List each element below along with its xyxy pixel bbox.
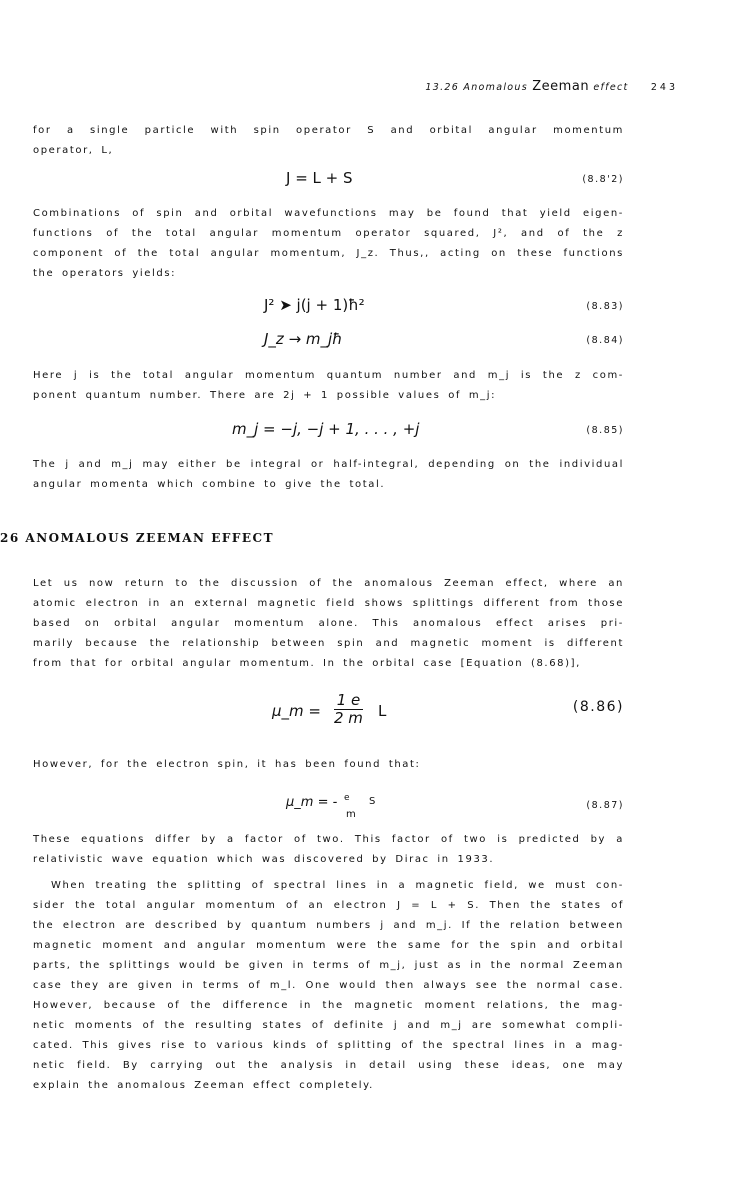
text-line: The j and m_j may either be integral or half-integral, depending on the individual	[33, 459, 624, 470]
text-line: relativistic wave equation which was discovered by Dirac in 1933.	[33, 854, 495, 865]
text-line: magnetic moment and angular momentum were the same for the spin and orbital	[33, 940, 624, 951]
text-line: cated. This gives rise to various kinds of splitting of the spectral lines in a mag-	[33, 1040, 624, 1051]
equation-body: J_z → m_jħ	[264, 330, 343, 348]
equation-number: (8.84)	[586, 335, 624, 346]
header-section-suffix: effect	[593, 82, 629, 93]
equation-8-83	[0, 296, 746, 320]
equation-rhs: L	[378, 702, 387, 720]
text-line: Combinations of spin and orbital wavefunctions may be found that yield eigen-	[33, 208, 624, 219]
page-number: 243	[650, 82, 678, 93]
text-line: component of the total angular momentum, J_z. Thus,, acting on these functions	[33, 248, 624, 259]
equation-8-82	[0, 169, 746, 193]
text-line: the electron are described by quantum numbers j and m_j. If the relation between	[33, 920, 624, 931]
text-line: When treating the splitting of spectral lines in a magnetic field, we must con-	[51, 880, 624, 891]
paragraph-anomalous	[33, 574, 624, 674]
text-line: explain the anomalous Zeeman effect completely.	[33, 1080, 374, 1091]
text-line: operator, L,	[33, 145, 114, 156]
paragraph-combinations	[33, 204, 624, 284]
text-line: However, because of the difference in the magnetic moment relations, the mag-	[33, 1000, 624, 1011]
equation-number: (8.8'2)	[582, 174, 624, 185]
fraction-numerator: 1 e	[334, 692, 363, 710]
equation-body: J = L + S	[286, 169, 353, 187]
paragraph-intro	[33, 121, 624, 161]
header-section-prefix: 13.26 Anomalous	[425, 82, 528, 93]
running-header	[425, 79, 678, 94]
equation-8-87	[0, 795, 746, 831]
paragraph-integral	[33, 455, 624, 495]
section-heading: 26 ANOMALOUS ZEEMAN EFFECT	[0, 531, 275, 545]
text-line: netic moments of the resulting states of definite j and m_j are somewhat compli-	[33, 1020, 624, 1031]
text-line: netic field. By carrying out the analysis in detail using these ideas, one may	[33, 1060, 624, 1071]
fraction-denominator: 2 m	[334, 709, 363, 727]
paragraph-factor-two	[33, 830, 624, 870]
equation-mid: e	[344, 793, 350, 803]
equation-number: (8.83)	[586, 301, 624, 312]
text-line: based on orbital angular momentum alone. This anomalous effect arises pri-	[33, 618, 624, 629]
text-line: functions of the total angular momentum operator squared, J², and of the z	[33, 228, 624, 239]
equation-body: m_j = −j, −j + 1, . . . , +j	[232, 420, 420, 438]
text-line: ponent quantum number. There are 2j + 1 possible values of m_j:	[33, 390, 497, 401]
text-line: angular momenta which combine to give the total.	[33, 479, 386, 490]
text-line: parts, the splittings would be given in terms of m_j, just as in the normal Zeeman	[33, 960, 624, 971]
text-line: marily because the relationship between spin and magnetic moment is different	[33, 638, 624, 649]
paragraph-quantum-number	[33, 366, 624, 406]
text-line: from that for orbital angular momentum. In the orbital case [Equation (8.68)],	[33, 658, 581, 669]
equation-lhs: μ_m =	[272, 702, 321, 720]
text-line: the operators yields:	[33, 268, 177, 279]
equation-rhs: S	[369, 796, 376, 807]
equation-body: J² ➤ j(j + 1)ħ²	[264, 296, 365, 314]
text-line: for a single particle with spin operator S and orbital angular momentum	[33, 125, 624, 136]
text-line: case they are given in terms of m_l. One would then always see the normal case.	[33, 980, 624, 991]
equation-lhs: μ_m = -	[286, 795, 338, 810]
text-line: atomic electron in an external magnetic field shows splittings different from those	[33, 598, 624, 609]
text-line: Let us now return to the discussion of the anomalous Zeeman effect, where an	[33, 578, 624, 589]
equation-8-84	[0, 330, 746, 354]
equation-fraction	[330, 692, 367, 727]
equation-number: (8.87)	[586, 800, 624, 811]
paragraph-spin	[33, 755, 624, 775]
equation-number: (8.86)	[572, 699, 624, 715]
text-line: These equations differ by a factor of two. This factor of two is predicted by a	[33, 834, 624, 845]
text-line: sider the total angular momentum of an electron J = L + S. Then the states of	[33, 900, 624, 911]
header-section-big: Zeeman	[532, 79, 590, 94]
equation-below: m	[346, 809, 356, 820]
equation-8-85	[0, 420, 746, 444]
equation-8-86	[0, 691, 746, 736]
text-line: However, for the electron spin, it has been found that:	[33, 759, 421, 770]
equation-number: (8.85)	[586, 425, 624, 436]
text-line: Here j is the total angular momentum quantum number and m_j is the z com-	[33, 370, 624, 381]
paragraph-splitting	[33, 876, 624, 1096]
